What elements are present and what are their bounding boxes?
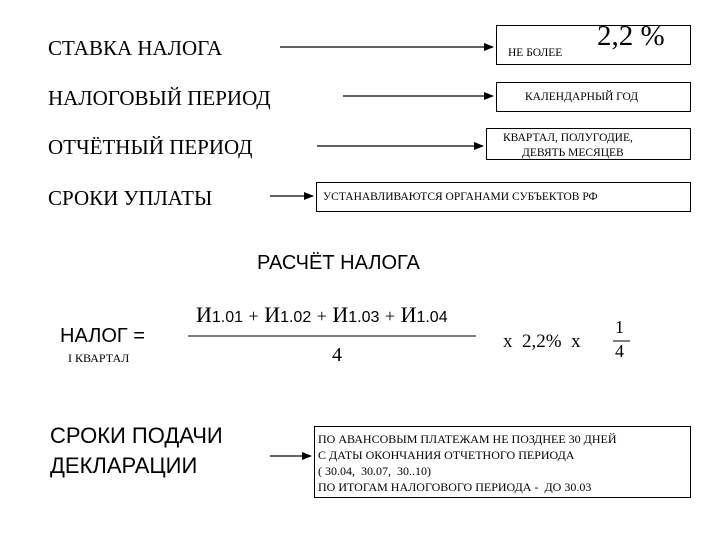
term-1: И1.01 <box>196 302 244 327</box>
tax-rate-prefix: НЕ БОЛЕЕ <box>508 47 563 59</box>
declaration-line-2: С ДАТЫ ОКОНЧАНИЯ ОТЧЕТНОГО ПЕРИОДА <box>318 448 575 462</box>
tax-period-value: КАЛЕНДАРНЫЙ ГОД <box>525 91 639 103</box>
formula-numerator <box>196 302 448 328</box>
term-2: И1.02 <box>264 302 312 327</box>
tax-rate-value: 2,2 % <box>597 20 665 52</box>
declaration-box <box>314 426 691 498</box>
formula-multiplier: x 2,2% x <box>503 331 581 352</box>
term-3: И1.03 <box>332 302 380 327</box>
plus-2: + <box>316 306 327 326</box>
tax-period-box <box>496 82 691 112</box>
declaration-line-4: ПО ИТОГАМ НАЛОГОВОГО ПЕРИОДА - ДО 30.03 <box>318 480 592 494</box>
tax-rate-box <box>496 20 691 65</box>
payment-terms-box <box>316 182 691 212</box>
payment-terms-value: УСТАНАВЛИВАЮТСЯ ОРГАНАМИ СУБЪЕКТОВ РФ <box>323 191 598 203</box>
declaration-line-1: ПО АВАНСОВЫМ ПЛАТЕЖАМ НЕ ПОЗДНЕЕ 30 ДНЕЙ <box>318 432 617 446</box>
reporting-period-label: ОТЧЁТНЫЙ ПЕРИОД <box>48 135 253 159</box>
term-4: И1.04 <box>400 302 448 327</box>
declaration-label-line2: ДЕКЛАРАЦИИ <box>50 453 198 478</box>
tax-period-label: НАЛОГОВЫЙ ПЕРИОД <box>48 86 271 110</box>
tax-lhs-sub: I КВАРТАЛ <box>68 351 130 365</box>
payment-terms-label: СРОКИ УПЛАТЫ <box>48 186 213 210</box>
quarter-fraction-num: 1 <box>615 317 624 337</box>
calc-heading: РАСЧЁТ НАЛОГА <box>257 252 420 274</box>
tax-rate-label: СТАВКА НАЛОГА <box>48 36 223 60</box>
quarter-fraction-den: 4 <box>615 341 624 361</box>
declaration-line-3: ( 30.04, 30.07, 30..10) <box>318 464 431 478</box>
tax-lhs: НАЛОГ = <box>60 325 145 347</box>
plus-3: + <box>384 306 396 326</box>
declaration-label-line1: СРОКИ ПОДАЧИ <box>50 423 223 448</box>
plus-1: + <box>248 306 259 326</box>
reporting-period-line2: ДЕВЯТЬ МЕСЯЦЕВ <box>522 147 624 159</box>
reporting-period-box <box>486 128 691 160</box>
formula-denominator: 4 <box>332 344 342 366</box>
reporting-period-line1: КВАРТАЛ, ПОЛУГОДИЕ, <box>503 132 633 144</box>
